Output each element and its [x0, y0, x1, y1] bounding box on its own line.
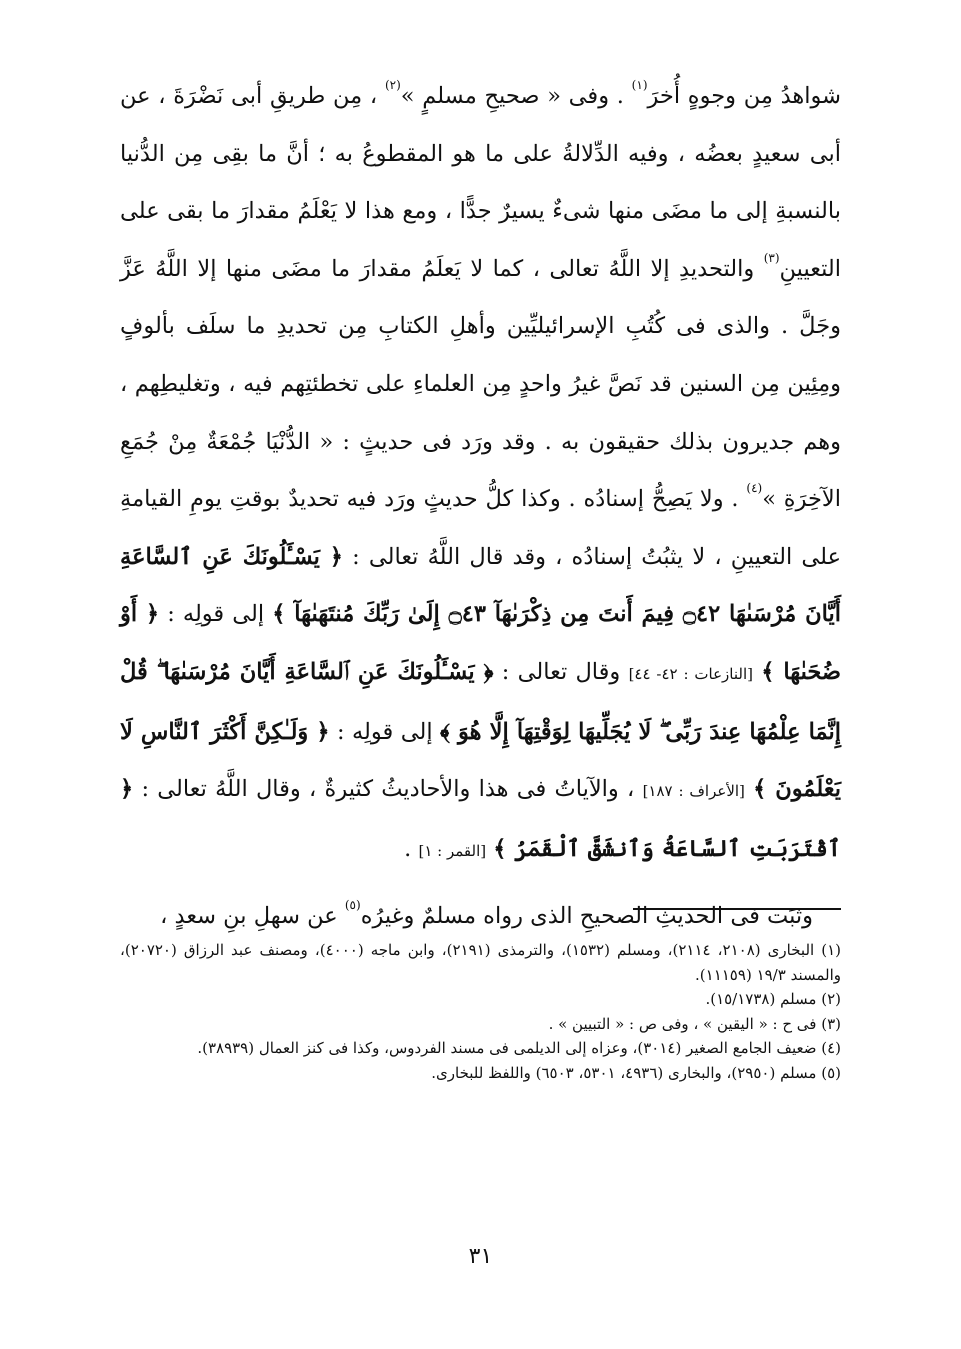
footnote-ref-3[interactable]: (٣)	[763, 250, 780, 265]
quran-verse: ﴿ أَوْ ضُحَىٰهَا ﴾	[120, 601, 842, 685]
footnote-ref-2[interactable]: (٢)	[384, 78, 401, 92]
text-run: إلى قولِه :	[167, 601, 265, 628]
footnote-4: (٤) ضعيف الجامع الصغير (٣٠١٤)، وعزاه إلى الديلمى فى مسند الفردوس، وكذا فى كنز العمال (٣٨٩٣٩).	[197, 1039, 841, 1057]
footnote-ref-1[interactable]: (١)	[631, 78, 648, 92]
text-run: . ولا يَصِحُّ إسنادُه . وكذا كلُّ حديثٍ ورَد فيه تحديدٌ بوقتِ يومِ القيامةِ على التعيينِ ، لا يثبُتُ إسنادُه ، وقد قال اللَّهُ تعالى :	[120, 486, 842, 570]
footnotes	[120, 938, 841, 1085]
footnote-ref-4[interactable]: (٤)	[746, 481, 763, 496]
footnote-5: (٥) مسلم (٢٩٥٠)، والبخارى (٤٩٣٦، ٥٣٠١، ٦٥٠٣) واللفظ للبخارى.	[431, 1063, 841, 1082]
footnote-ref-5[interactable]: (٥)	[344, 898, 361, 913]
main-text	[120, 68, 841, 946]
quran-verse: ﴿ يَسْـَٔلُونَكَ عَنِ ٱلسَّاعَةِ أَيَّانَ مُرْسَىٰهَا ۝٤٢ فِيمَ أَنتَ مِن ذِكْرَىٰهَآ ۝٤٣ إِلَىٰ رَبِّكَ مُنتَهَىٰهَآ ﴾	[120, 543, 841, 628]
paragraph-1	[120, 68, 841, 880]
text-run: . وفى « صحيحِ مسلمٍ »	[400, 83, 624, 109]
footnote-3: (٣) فى ح : « اليقين » ، وفى ص : « التبيين » .	[548, 1014, 841, 1033]
text-run: ، والآياتُ فى هذا والأحاديثُ كثيرةٌ ، وقال اللَّهُ تعالى :	[141, 776, 635, 803]
verse-reference: [الأعراف : ١٨٧]	[642, 782, 745, 801]
page-number: ٣١	[468, 1244, 493, 1269]
text-run: ، مِن طريقِ أبى نَضْرَةَ ، عن أبى سعيدٍ بعضُه ، وفيه الدِّلالةُ على ما هو المقطوعُ به ؛ أنَّ ما بقِى مِن الدُّنيا بالنسبةِ إلى ما مضَى منها شىءٌ يسيرٌ جدًّا ، ومع هذا لا يَعْلَمُ مقدارَ ما بقى على التعيينِ	[120, 83, 841, 282]
text-run: .	[404, 835, 412, 862]
text-run: والتحديدِ إلا اللَّهُ تعالى ، كما لا يَعلَمُ مقدارَ ما مضَى منها إلا اللَّهُ عَزَّ وجَلَّ . والذى فى كُتُبِ الإسرائيليِّين وأهلِ الكتابِ مِن تحديدِ ما سلَف بألوفٍ ومِئِين مِن السنين قد نَصَّ غيرُ واحدٍ مِن العلماءِ على تخطئتِهم فيه ، وتغليطِهم ، وهم جديرون بذلك حقيقون به . وقد ورَد فى حديثٍ : « الدُّنْيَا جُمْعَةٌ مِنْ جُمَعِ الآخِرَةِ »	[120, 255, 841, 513]
text-run: عن سهلِ بنِ سعدٍ ،	[160, 903, 338, 930]
text-run: إلى قولِه :	[337, 718, 433, 745]
quran-verse: ﴿ يَسْـَٔلُونَكَ عَنِ ٱلسَّاعَةِ أَيَّانَ مُرْسَىٰهَا ۖ قُلْ إِنَّمَا عِلْمُهَا عِندَ رَبِّى ۖ لَا يُجَلِّيهَا لِوَقْتِهَآ إِلَّا هُوَ ﴾	[120, 658, 842, 745]
footnote-divider	[633, 908, 841, 910]
quran-verse: ﴿ ٱقْتَرَبَتِ ٱلسَّاعَةُ وَٱنشَقَّ ٱلْقَمَرُ ﴾	[120, 776, 841, 862]
text-run: وقال تعالى :	[501, 658, 621, 685]
footnote-2: (٢) مسلم (١٥/١٧٣٨).	[705, 990, 841, 1008]
quran-verse: ﴿ وَلَـٰكِنَّ أَكْثَرَ ٱلنَّاسِ لَا يَعْلَمُونَ ﴾	[120, 718, 841, 803]
footnote-1: (١) البخارى (٢١٠٨، ٢١١٤)، ومسلم (١٥٣٢)، والترمذى (٢١٩١)، وابن ماجه (٤٠٠٠)، ومصنف عبد الرزاق (٢٠٧٢٠)، والمسند ١٩/٣ (١١١٥٩).	[120, 941, 842, 984]
verse-reference: [النازعات : ٤٢- ٤٤]	[628, 664, 753, 683]
text-run: وثبَت فى الحديثِ الصحيحِ الذى رواه مسلمٌ وغيرُه	[360, 903, 813, 930]
text-run: شواهدُ مِن وجوهٍ أُخرَ	[647, 83, 842, 109]
verse-reference: [القمر : ١]	[418, 841, 487, 860]
